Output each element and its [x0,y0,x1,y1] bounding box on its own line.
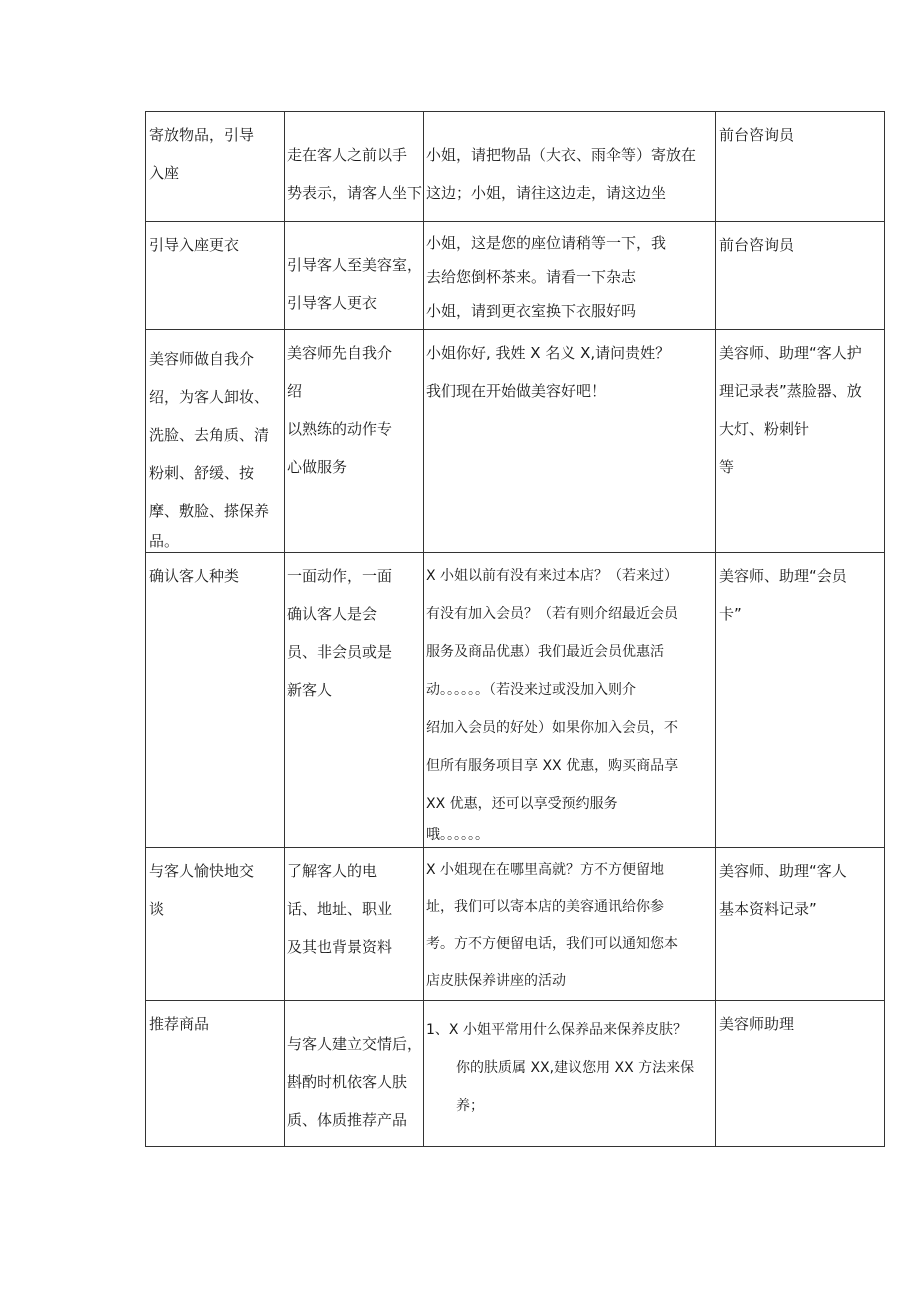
step-text: 品。 [149,532,180,550]
step-text: 摩、敷脸、搽保养 [149,502,270,520]
script-text: 这边；小姐，请往这边走，请这边坐 [426,184,667,202]
script-text: 养； [456,1098,484,1114]
staff-cell [716,222,885,330]
staff-text: 大灯、粉刺针 [719,420,810,438]
script-text: 小姐，请把物品（大衣、雨伞等）寄放在 [426,146,697,164]
script-text: X 小姐现在在哪里高就？方不方便留地 [426,862,665,878]
step-cell [146,222,285,330]
step-cell [146,1001,285,1147]
script-text: 有没有加入会员？（若有则介绍最近会员 [426,606,678,622]
action-cell [285,222,424,330]
step-text: 粉刺、舒缓、按 [149,464,255,482]
script-text: 我们现在开始做美容好吧！ [426,382,607,400]
action-text: 员、非会员或是 [287,643,393,661]
table-row [146,222,885,330]
step-text: 与客人愉快地交 [149,862,255,880]
step-text: 洗脸、去角质、清 [149,426,270,444]
step-text: 绍，为客人卸妆、 [149,388,270,406]
step-cell [146,553,285,848]
step-text: 确认客人种类 [149,567,240,585]
staff-text: 卡” [719,605,742,623]
script-text: 考。方不方便留电话，我们可以通知您本 [426,936,678,952]
script-text: 店皮肤保养讲座的活动 [426,973,566,989]
staff-cell [716,330,885,553]
step-text: 入座 [149,164,180,182]
staff-cell [716,112,885,222]
script-text: 绍加入会员的好处）如果你加入会员，不 [426,720,678,736]
script-text: 服务及商品优惠）我们最近会员优惠活 [426,644,664,660]
staff-text: 美容师、助理“客人 [719,862,847,880]
action-text: 心做服务 [287,458,348,476]
table-row [146,1001,885,1147]
script-cell [424,848,716,1001]
action-text: 绍 [287,382,303,400]
step-cell [146,330,285,553]
script-cell [424,553,716,848]
staff-text: 理记录表”蒸脸器、放 [719,382,862,400]
script-text: 去给您倒杯茶来。请看一下杂志 [426,268,637,286]
staff-text: 前台咨询员 [719,236,795,254]
staff-cell [716,553,885,848]
script-text: 1、X 小姐平常用什么保养品来保养皮肤？ [426,1022,687,1038]
action-text: 斟酌时机依客人肤 [287,1073,408,1091]
step-cell [146,848,285,1001]
script-text: XX 优惠，还可以享受预约服务 [426,796,618,812]
action-text: 一面动作，一面 [287,567,393,585]
script-cell [424,222,716,330]
action-text: 新客人 [287,681,333,699]
script-cell [424,112,716,222]
staff-text: 美容师、助理“会员 [719,567,847,585]
action-cell [285,330,424,553]
table-row [146,330,885,553]
step-text: 寄放物品，引导 [149,126,255,144]
action-text: 质、体质推荐产品 [287,1111,408,1129]
action-cell [285,553,424,848]
script-text: 小姐你好, 我姓 X 名义 X,请问贵姓？ [426,344,671,362]
script-text: 小姐，请到更衣室换下衣服好吗 [426,302,637,320]
step-text: 美容师做自我介 [149,350,255,368]
action-text: 引导客人至美容室， [287,256,423,274]
table-row [146,553,885,848]
action-text: 话、地址、职业 [287,900,393,918]
action-text: 走在客人之前以手 [287,146,408,164]
action-text: 确认客人是会 [287,605,378,623]
action-text: 势表示，请客人坐下 [287,184,423,202]
step-cell [146,112,285,222]
action-text: 以熟练的动作专 [287,420,393,438]
step-text: 谈 [149,900,165,918]
staff-cell [716,848,885,1001]
action-text: 引导客人更衣 [287,294,378,312]
step-text: 引导入座更衣 [149,236,240,254]
script-text: 但所有服务项目享 XX 优惠，购买商品享 [426,758,679,774]
script-text: X 小姐以前有没有来过本店？（若来过） [426,568,679,584]
script-text: 小姐，这是您的座位请稍等一下，我 [426,234,667,252]
staff-text: 前台咨询员 [719,126,795,144]
script-text: 址，我们可以寄本店的美容通讯给你参 [426,899,664,915]
action-text: 与客人建立交情后， [287,1035,423,1053]
staff-cell [716,1001,885,1147]
staff-text: 基本资料记录” [719,900,817,918]
action-cell [285,1001,424,1147]
staff-text: 美容师、助理“客人护 [719,344,862,362]
script-cell [424,1001,716,1147]
script-text: 你的肤质属 XX,建议您用 XX 方法来保 [456,1060,695,1076]
table-row [146,848,885,1001]
script-cell [424,330,716,553]
action-text: 及其也背景资料 [287,938,393,956]
script-text: 哦。。。。。。 [426,827,489,843]
service-procedure-table [145,111,885,1147]
step-text: 推荐商品 [149,1015,210,1033]
action-text: 美容师先自我介 [287,344,393,362]
staff-text: 美容师助理 [719,1015,795,1033]
action-cell [285,848,424,1001]
table-row [146,112,885,222]
script-text: 动。。。。。。（若没来过或没加入则介 [426,682,636,698]
action-text: 了解客人的电 [287,862,378,880]
staff-text: 等 [719,458,735,476]
action-cell [285,112,424,222]
